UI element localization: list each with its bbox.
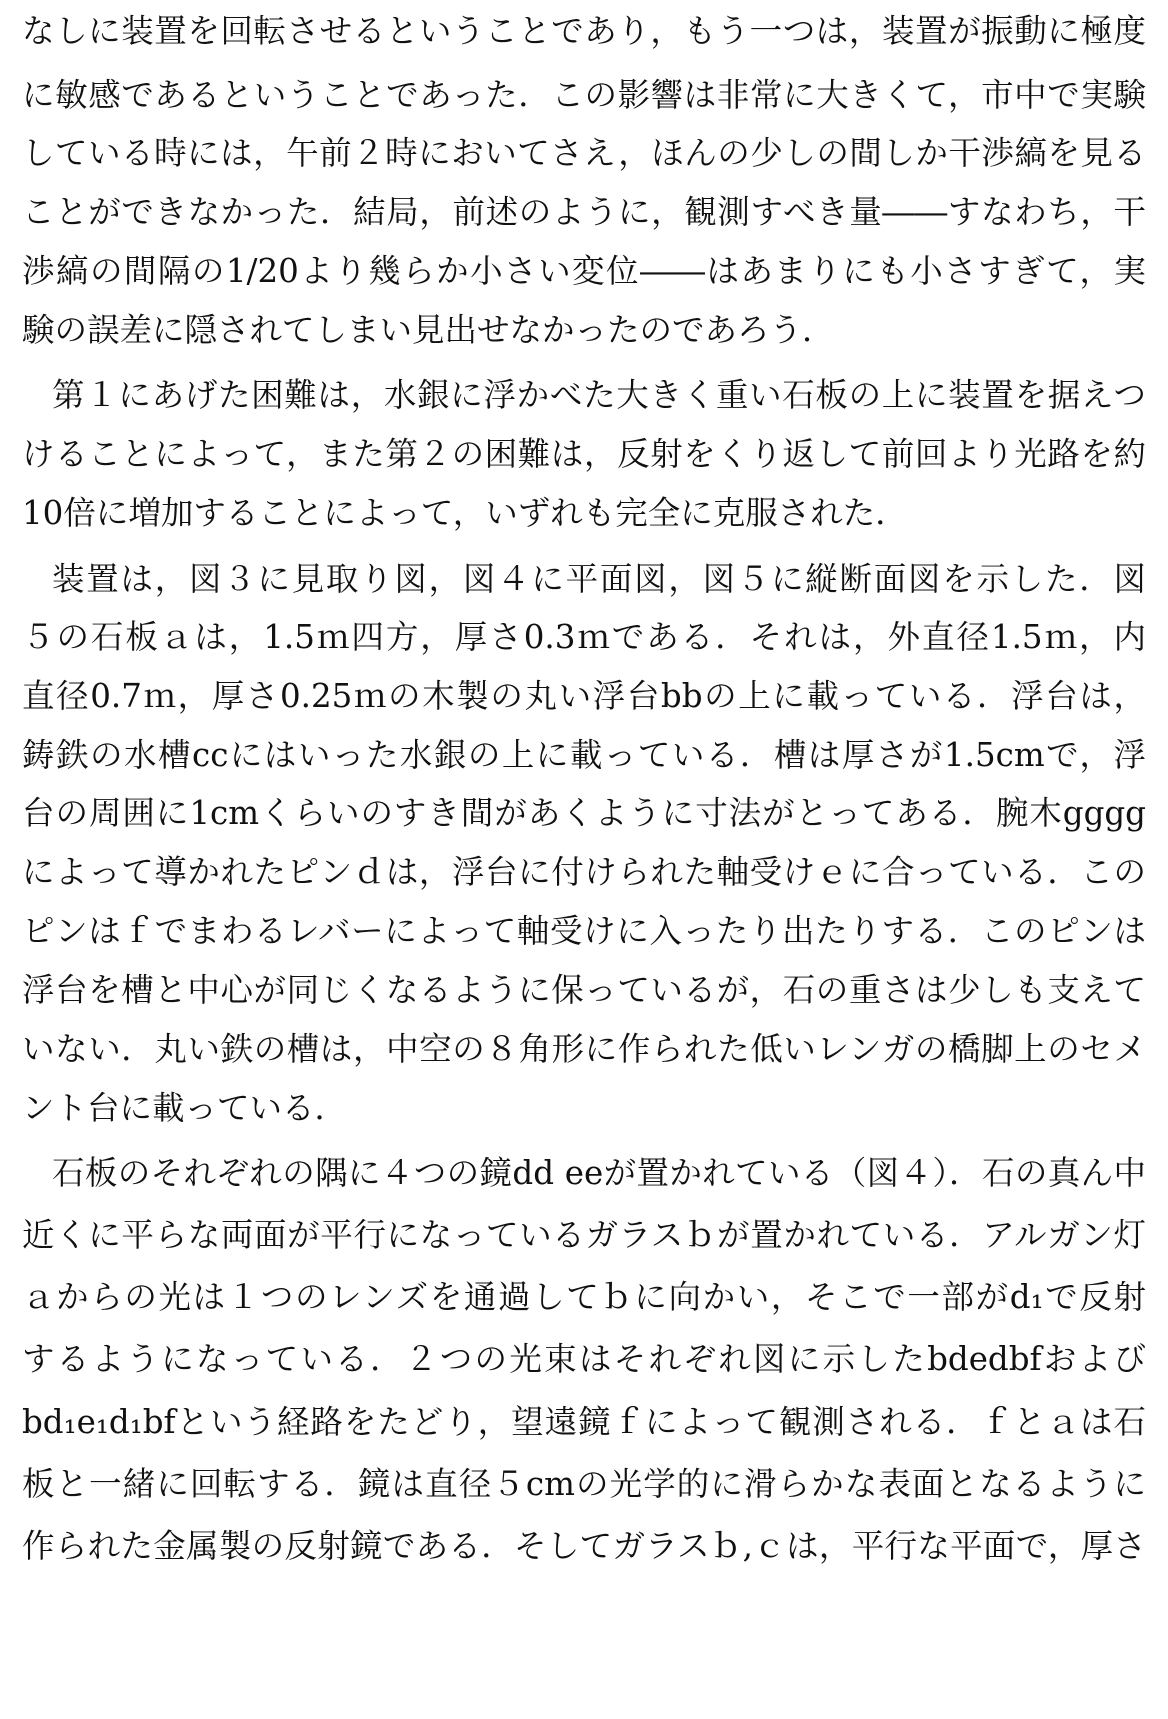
text-line: 浮台を槽と中心が同じくなるように保っているが，石の重さは少しも支えて xyxy=(22,971,1146,1009)
text-line: 験の誤差に隠されてしまい見出せなかったのであろう． xyxy=(22,311,835,349)
text-line: 第１にあげた困難は，水銀に浮かべた大きく重い石板の上に装置を据えつ xyxy=(52,376,1146,414)
text-line: している時には，午前２時においてさえ，ほんの少しの間しか干渉縞を見る xyxy=(22,134,1146,172)
text-line: ピンはｆでまわるレバーによって軸受けに入ったり出たりする．このピンは xyxy=(22,912,1146,950)
text-line: 石板のそれぞれの隅に４つの鏡dd eeが置かれている（図４）．石の真ん中 xyxy=(52,1154,1146,1192)
text-line: ント台に載っている． xyxy=(22,1089,348,1127)
text-line: 10倍に増加することによって，いずれも完全に克服された． xyxy=(22,494,908,532)
text-line: 渉縞の間隔の1/20より幾らか小さい変位――はあまりにも小さすぎて，実 xyxy=(22,252,1146,290)
text-line: いない．丸い鉄の槽は，中空の８角形に作られた低いレンガの橋脚上のセメ xyxy=(22,1030,1146,1068)
text-line: なしに装置を回転させるということであり，もう一つは，装置が振動に極度 xyxy=(22,12,1146,50)
text-line: けることによって，また第２の困難は，反射をくり返して前回より光路を約 xyxy=(22,435,1146,473)
text-line: によって導かれたピンｄは，浮台に付けられた軸受けｅに合っている．この xyxy=(22,853,1146,891)
text-line: 板と一緒に回転する．鏡は直径５cmの光学的に滑らかな表面となるように xyxy=(22,1465,1146,1503)
text-line: 作られた金属製の反射鏡である．そしてガラスｂ,ｃは，平行な平面で，厚さ xyxy=(22,1527,1146,1565)
text-line: ことができなかった．結局，前述のように，観測すべき量――すなわち，干 xyxy=(22,193,1146,231)
text-line: に敏感であるということであった．この影響は非常に大きくて，市中で実験 xyxy=(22,76,1146,114)
text-line: 装置は，図３に見取り図，図４に平面図，図５に縦断面図を示した．図 xyxy=(52,560,1146,598)
text-line: 近くに平らな両面が平行になっているガラスｂが置かれている．アルガン灯 xyxy=(22,1216,1146,1254)
text-line: ａからの光は１つのレンズを通過してｂに向かい，そこで一部がd₁で反射 xyxy=(22,1278,1146,1316)
text-line: するようになっている．２つの光束はそれぞれ図に示したbdedbfおよび xyxy=(22,1340,1146,1378)
text-line: ５の石板ａは，1.5ｍ四方，厚さ0.3ｍである．それは，外直径1.5ｍ，内 xyxy=(22,618,1146,656)
text-line: 台の周囲に1cmくらいのすき間があくように寸法がとってある．腕木gggg xyxy=(22,794,1146,832)
text-line: bd₁e₁d₁bfという経路をたどり，望遠鏡ｆによって観測される．ｆとａは石 xyxy=(22,1403,1146,1441)
text-line: 直径0.7ｍ，厚さ0.25ｍの木製の丸い浮台bbの上に載っている．浮台は， xyxy=(22,677,1146,715)
text-line: 鋳鉄の水槽ccにはいった水銀の上に載っている．槽は厚さが1.5cmで，浮 xyxy=(22,736,1146,774)
